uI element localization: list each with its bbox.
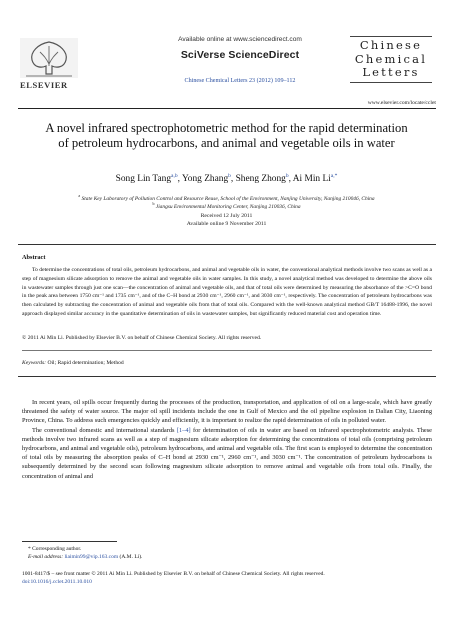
author-list: Song Lin Tang$^{a,b}$, Yong Zhang$^b$, Sheng Zhong$^b$, Ai Min $Li^{a,*}$: [115, 173, 338, 185]
email-line: [22, 553, 432, 561]
issn-block: [22, 570, 432, 586]
elsevier-tree-logo: [20, 38, 78, 78]
available-date: Available online 9 November 2011: [186, 221, 267, 227]
journal-url[interactable]: www.elsevier.com/locate/cclet: [367, 100, 436, 106]
paragraph-text: for determination of oils in water are based on infrared spectrophotometric analysis. These methods involve two infrared scans as well as a step of magnesium silicate adsorption for determining the concentrations of total oils (comprising petroleum hydrocarbons, and animal and vegetable oils), petroleum hydrocarbons, and animal and vegetable oils. The first scan is employed to determine the concentration of total oils by measuring the absorption peaks of C–H bond at 2930 cm⁻¹, 2960 cm⁻¹, and 3030 cm⁻¹. The concentration of petroleum hydrocarbons is subsequently determined by the second scan following magnesium silicate adsorption to remove animal and vegetable oils from total oils. Finally, the concentration of animal and: [22, 426, 432, 480]
author-name: Sheng Zhong: [235, 174, 286, 185]
journal-logo-line-3: Letters: [362, 65, 420, 79]
email-link[interactable]: liaimin99@vip.163.com: [64, 554, 119, 560]
citation-link[interactable]: [1–4]: [176, 426, 191, 434]
paragraph-text: The conventional domestic and international standards: [32, 426, 177, 434]
author-marker[interactable]: a,*: [330, 173, 338, 179]
body-paragraph-2: [22, 426, 432, 481]
keywords-value: Oil; Rapid determination; Method: [47, 360, 124, 366]
body-paragraph-1: In recent years, oil spills occur frequently during the processes of the production, transportation, and application of oil on a large-scale, which have greatly threatened the safety of water source. The major oil spill incidents include the one in Gulf of Mexico and the oil pipeline explosion in Dalian City, Liaoning Province, China. To address such emergencies quickly and efficiently, it is important to realize the rapid determination of oils in polluted water.: [22, 399, 432, 425]
body-top-divider: [18, 376, 436, 377]
logo-bottom-rule: [350, 82, 432, 83]
footnote-divider: [22, 541, 117, 542]
author-name: Ai Min Li: [292, 174, 331, 185]
received-date: Received 12 July 2011: [200, 213, 253, 219]
affiliation-text: State Key Laboratory of Pollution Control and Resource Reuse, School of the Environment, Nanjing University, Nanjing 210046, China: [81, 195, 375, 202]
email-label: E-mail address:: [28, 554, 64, 560]
affiliation-text: Jiangsu Environmental Monitoring Center, Nanjing 210036, China: [155, 203, 301, 210]
abstract-body: [22, 266, 432, 319]
front-matter-line: 1001-8417/$ – see front matter © 2011 Ai Min Li. Published by Elsevier B.V. on behalf of Chinese Chemical Society. All rights reserved.: [22, 571, 325, 577]
main-body: [22, 398, 432, 481]
keywords-label: Keywords:: [22, 360, 47, 366]
abstract-top-divider: [18, 244, 436, 245]
journal-logo: [350, 34, 432, 94]
keywords-line: [22, 360, 432, 366]
affiliation-marker: a: [78, 193, 81, 198]
journal-logo-line-2: Chemical: [354, 51, 428, 66]
journal-citation[interactable]: Chinese Chemical Letters 23 (2012) 109–112: [184, 78, 296, 84]
corresponding-author-footnote: [22, 545, 432, 561]
author-marker[interactable]: a,b: [171, 173, 178, 179]
abstract-paragraph: To determine the concentrations of total oils, petroleum hydrocarbons, and animal and vegetable oils in water, the conventional analytical methods involve two scans as well as a step of magnesium silicate adsorption to remove the animal and vegetable oils in water samples. In this study, a novel analytical method was developed to determine the above oils in wastewater samples through just one scan—the concentration of animal and vegetable oils, and that of total oils were determined by measuring the absorbance of the >C=O bond in the peak area between 1750 cm⁻¹ and 1735 cm⁻¹, and of the C–H bond at 2930 cm⁻¹, 2960 cm⁻¹, and 3030 cm⁻¹, respectively. The concentration of petroleum hydrocarbons was then calculated by subtracting the concentration of animal and vegetable oils from that of total oils. Compared with the well-known analytical method GB/T 16488-1996, the novel approach displayed similar accuracy in the quantitative determination of oils in wastewater samples, but significantly reduced material cost and operation time.: [22, 267, 432, 317]
logo-top-rule: [350, 36, 432, 37]
platform-name: SciVerse ScienceDirect: [180, 49, 300, 61]
available-online-text: Available online at www.sciencedirect.com: [178, 36, 302, 43]
publisher-wordmark: ELSEVIER: [20, 80, 68, 90]
journal-logo-line-1: Chinese: [359, 38, 423, 52]
keywords-divider: [22, 350, 432, 351]
affiliation-b: [30, 201, 423, 210]
author-name: Song Lin Tang: [115, 174, 172, 185]
abstract-copyright: © 2011 Ai Min Li. Published by Elsevier B.V. on behalf of Chinese Chemical Society. All rights reserved.: [22, 335, 262, 341]
doi-link[interactable]: doi:10.1016/j.cclet.2011.10.010: [22, 579, 92, 585]
abstract-heading: Abstract: [22, 254, 46, 261]
author-marker[interactable]: b: [285, 173, 289, 179]
author-name: Yong Zhang: [181, 174, 229, 185]
article-title: A novel infrared spectrophotometric method for the rapid determination of petroleum hydrocarbons, and animal and vegetable oils in water: [45, 121, 408, 151]
affiliation-marker: b: [152, 201, 155, 206]
corresponding-label: * Corresponding author.: [28, 546, 82, 552]
email-suffix: (A.M. Li).: [119, 554, 143, 560]
header-divider: [18, 108, 436, 109]
author-marker[interactable]: b: [228, 173, 231, 179]
